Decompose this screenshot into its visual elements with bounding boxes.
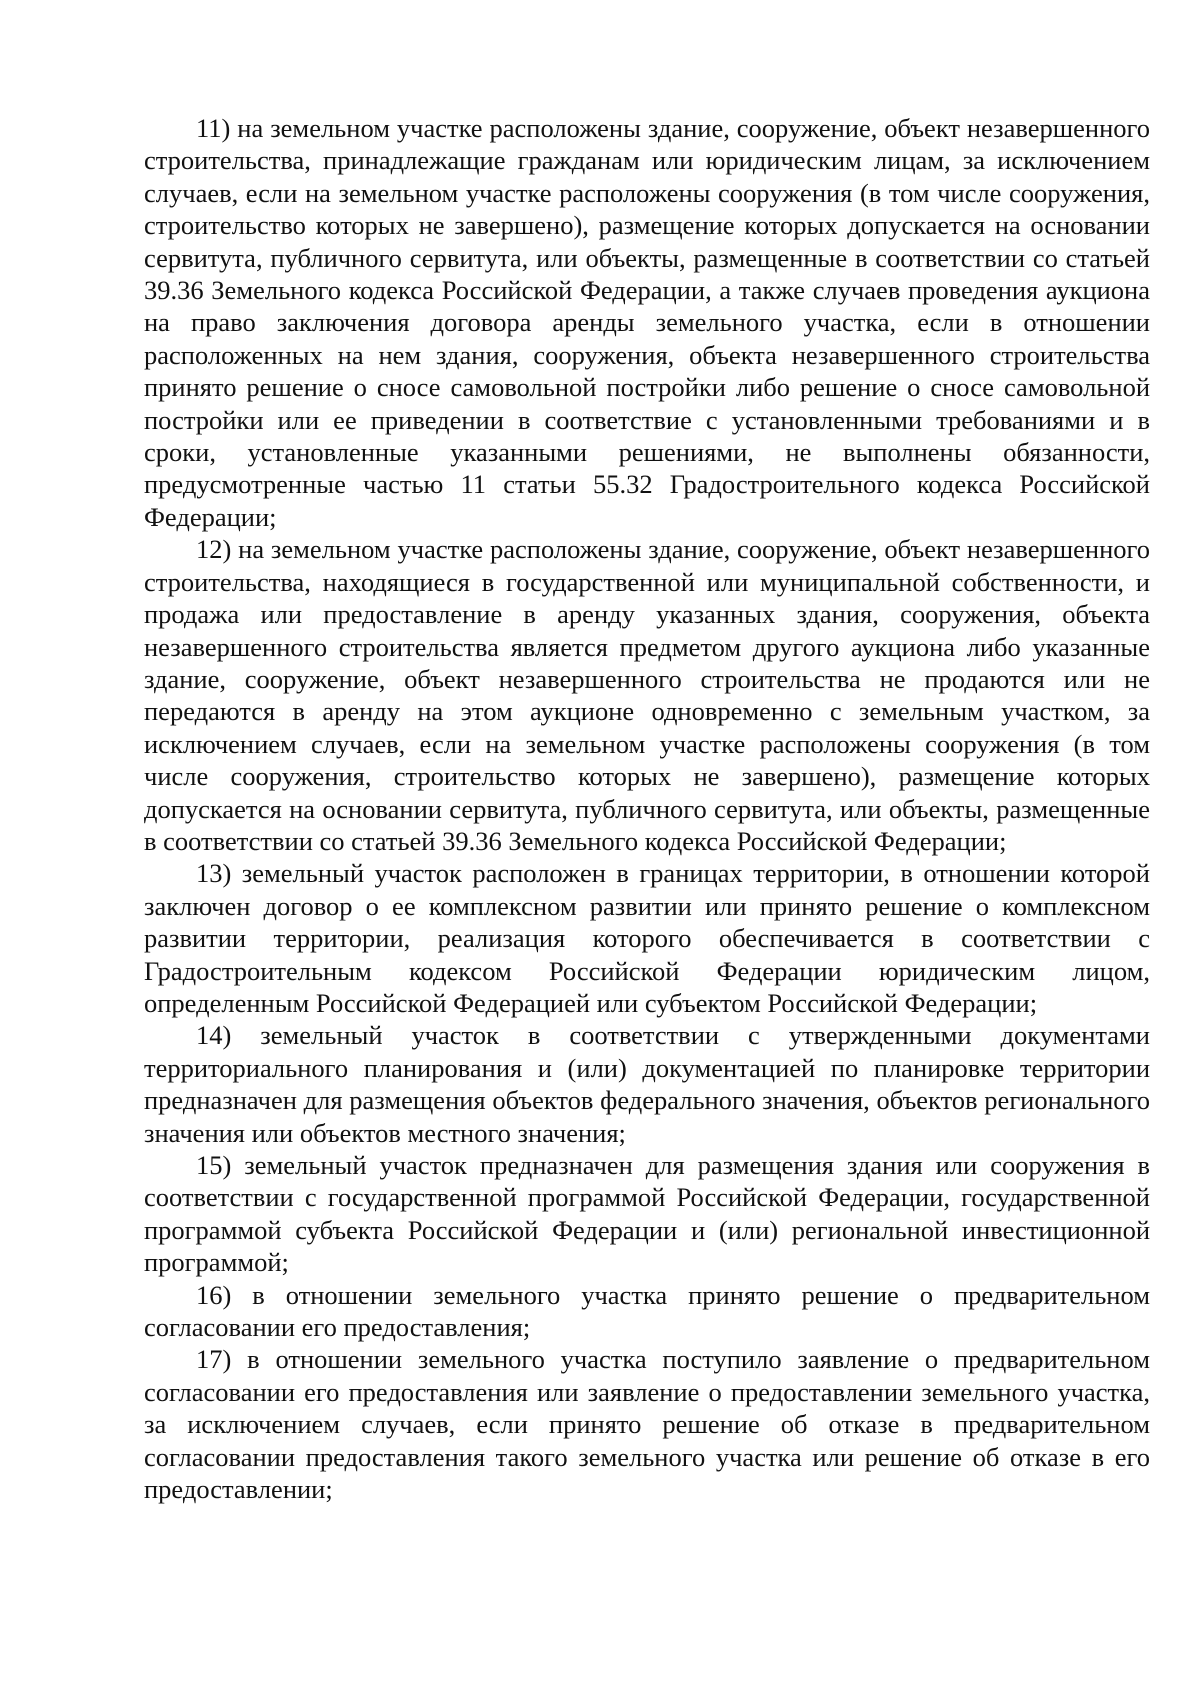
clause-16: 16) в отношении земельного участка принято решение о предварительном согласовании его предоставления;	[144, 1279, 1150, 1343]
clause-17: 17) в отношении земельного участка поступило заявление о предварительном согласовании его предоставления или заявление о предоставлении земельного участка, за исключением случаев, если принято решение об отказе в предварительном согласовании предоставления такого земельного участка или решение об отказе в его предоставлении;	[144, 1344, 1150, 1505]
clause-13: 13) земельный участок расположен в границах территории, в отношении которой заключен договор о ее комплексном развитии или принято решение о комплексном развитии территории, реализация которого обеспечивается в соответствии с Градостроительным кодексом Российской Федерации юридическим лицом, определенным Российской Федерацией или субъектом Российской Федерации;	[144, 858, 1150, 1018]
clause-11: 11) на земельном участке расположены здание, сооружение, объект незавершенного строительства, принадлежащие гражданам или юридическим лицам, за исключением случаев, если на земельном участке расположены сооружения (в том числе сооружения, строительство которых не завершено), размещение которых допускается на основании сервитута, публичного сервитута, или объекты, размещенные в соответствии со статьей 39.36 Земельного кодекса Российской Федерации, а также случаев проведения аукциона на право заключения договора аренды земельного участка, если в отношении расположенных на нем здания, сооружения, объекта незавершенного строительства принято решение о сносе самовольной постройки либо решение о сносе самовольной постройки или ее приведении в соответствие с установленными требованиями и в сроки, установленные указанными решениями, не выполнены обязанности, предусмотренные частью 11 статьи 55.32 Градостроительного кодекса Российской Федерации;	[144, 113, 1150, 532]
clause-14: 14) земельный участок в соответствии с утвержденными документами территориального планирования и (или) документацией по планировке территории предназначен для размещения объектов федерального значения, объектов регионального значения или объектов местного значения;	[144, 1020, 1150, 1148]
clause-12: 12) на земельном участке расположены здание, сооружение, объект незавершенного строительства, находящиеся в государственной или муниципальной собственности, и продажа или предоставление в аренду указанных здания, сооружения, объекта незавершенного строительства является предметом другого аукциона либо указанные здание, сооружение, объект незавершенного строительства не продаются или не передаются в аренду на этом аукционе одновременно с земельным участком, за исключением случаев, если на земельном участке расположены сооружения (в том числе сооружения, строительство которых не завершено), размещение которых допускается на основании сервитута, публичного сервитута, или объекты, размещенные в соответствии со статьей 39.36 Земельного кодекса Российской Федерации;	[144, 534, 1150, 856]
clause-15: 15) земельный участок предназначен для размещения здания или сооружения в соответствии с государственной программой Российской Федерации, государственной программой субъекта Российской Федерации и (или) региональной инвестиционной программой;	[144, 1150, 1150, 1278]
